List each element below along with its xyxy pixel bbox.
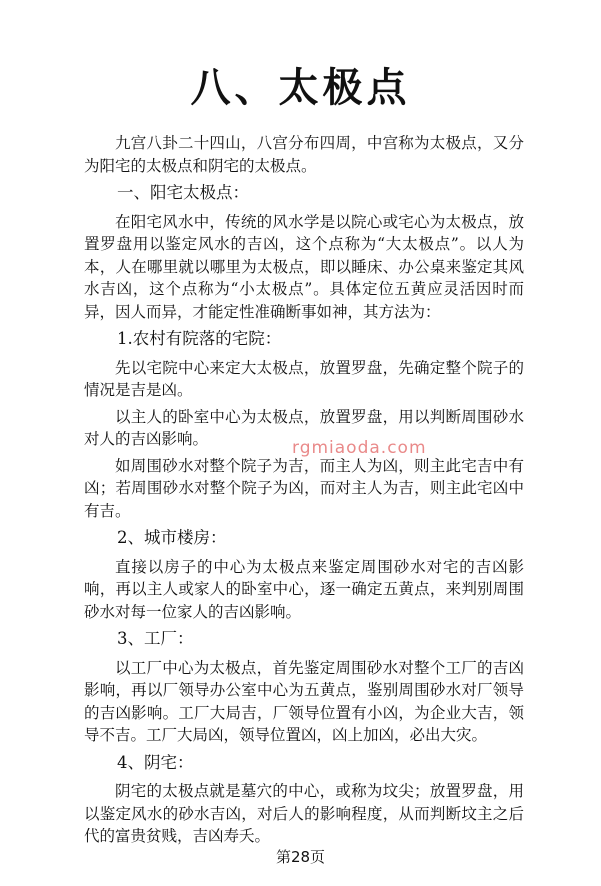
body-text bbox=[84, 132, 524, 852]
paragraph-yang-intro: 在阳宅风水中，传统的风水学是以院心或宅心为太极点，放置罗盘用以鉴定风水的吉凶，这个点称为“大太极点”。以人为本，人在哪里就以哪里为太极点，即以睡床、办公桌来鉴定其风水吉凶，这个点称为“小太极点”。具体定位五黄应灵活因时而异，因人而异，才能定性准确断事如神，其方法为： bbox=[84, 212, 524, 321]
subheading-factory: 3、工厂： bbox=[117, 629, 194, 648]
page-title: 八、太极点 bbox=[190, 64, 411, 111]
paragraph-village-1: 先以宅院中心来定大太极点，放置罗盘，先确定整个院子的情况是吉是凶。 bbox=[84, 358, 524, 399]
paragraph-village-2: 以主人的卧室中心为太极点，放置罗盘，用以判断周围砂水对人的吉凶影响。 bbox=[84, 407, 524, 448]
subheading-yin: 4、阴宅： bbox=[117, 752, 194, 772]
intro-paragraph: 九宫八卦二十四山，八宫分布四周，中宫称为太极点，又分为阳宅的太极点和阴宅的太极点。 bbox=[84, 134, 524, 175]
page-number: 第28页 bbox=[275, 848, 326, 866]
watermark: rgmiaoda.com bbox=[292, 438, 427, 458]
section-heading-yang: 一、阳宅太极点： bbox=[117, 183, 249, 202]
paragraph-factory: 以工厂中心为太极点，首先鉴定周围砂水对整个工厂的吉凶影响，再以厂领导办公室中心为五黄点，鉴别周围砂水对厂领导的吉凶影响。工厂大局吉，厂领导位置有小凶，为企业大吉，领导不吉。工厂大局凶，领导位置凶，凶上加凶，必出大灾。 bbox=[84, 658, 524, 744]
paragraph-village-3: 如周围砂水对整个院子为吉，而主人为凶，则主此宅吉中有凶；若周围砂水对整个院子为凶，而对主人为吉，则主此宅凶中有吉。 bbox=[84, 456, 524, 520]
subheading-city: 2、城市楼房： bbox=[117, 528, 227, 547]
subheading-village: 1.农村有院落的宅院： bbox=[117, 329, 282, 348]
paragraph-city: 直接以房子的中心为太极点来鉴定周围砂水对宅的吉凶影响，再以主人或家人的卧室中心，逐一确定五黄点，来判别周围砂水对每一位家人的吉凶影响。 bbox=[84, 557, 524, 621]
paragraph-yin: 阴宅的太极点就是墓穴的中心，或称为坟尖；放置罗盘，用以鉴定风水的砂水吉凶，对后人的影响程度，从而判断坟主之后代的富贵贫贱，吉凶寿夭。 bbox=[84, 782, 524, 845]
